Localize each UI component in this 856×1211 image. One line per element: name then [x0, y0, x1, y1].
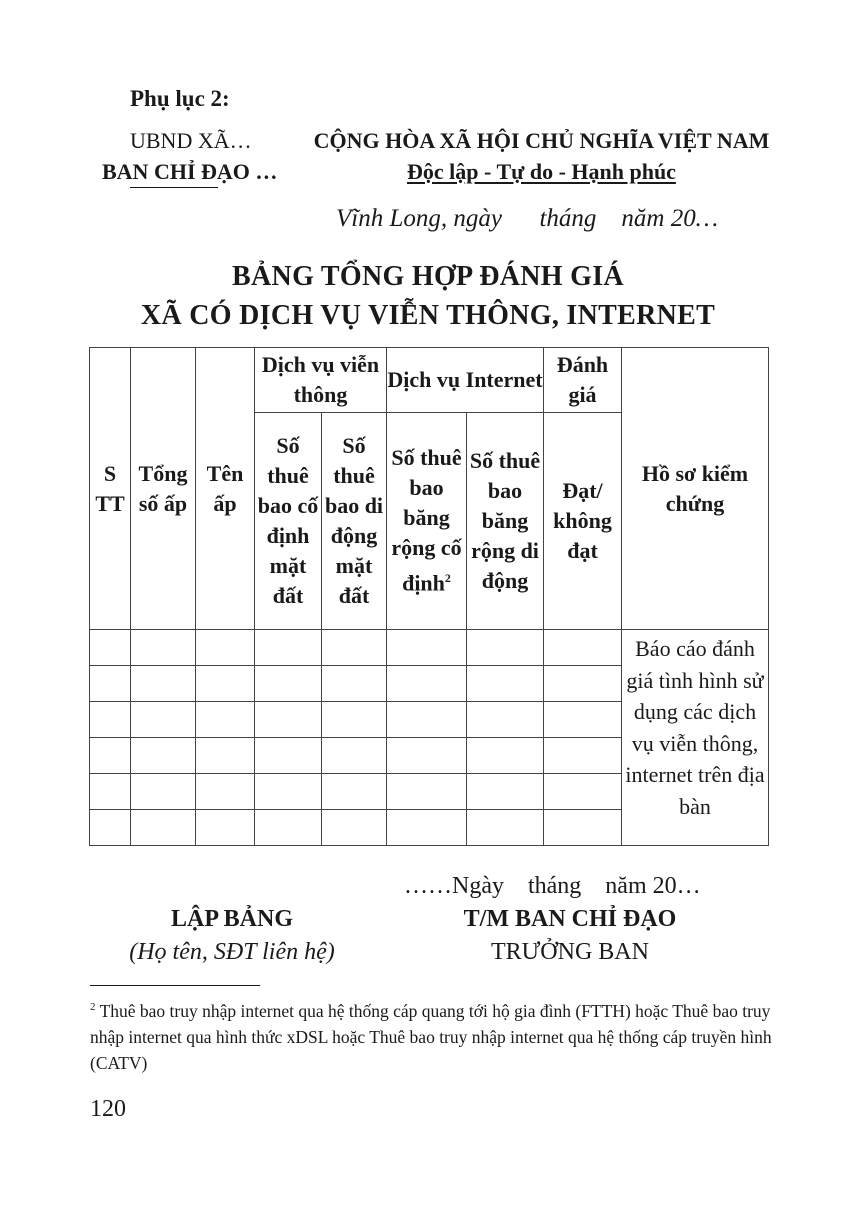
table-cell[interactable] [255, 774, 322, 810]
header-sub-co-dinh: Số thuê bao cố định mặt đất [255, 413, 322, 630]
header-sub-bang-rong-co-dinh [387, 413, 467, 630]
footnote-text: Thuê bao truy nhập internet qua hệ thống cáp quang tới hộ gia đình (FTTH) hoặc Thuê bao truy nhập internet qua hình thức xDSL hoặc Thuê bao truy nhập internet qua hệ thống cáp truyền hình (CATV) [90, 1000, 772, 1073]
footnote [90, 994, 780, 1076]
table-cell[interactable] [387, 774, 467, 810]
table-cell[interactable] [544, 702, 622, 738]
document-title-line1: BẢNG TỔNG HỢP ĐÁNH GIÁ [232, 261, 624, 292]
table-cell[interactable] [387, 738, 467, 774]
table-cell[interactable] [131, 702, 196, 738]
table-cell[interactable] [90, 702, 131, 738]
table-cell[interactable] [544, 810, 622, 846]
header-ten-ap: Tên ấp [196, 348, 255, 630]
table-cell[interactable] [131, 666, 196, 702]
table-cell[interactable] [322, 630, 387, 666]
table-cell[interactable] [90, 738, 131, 774]
document-title-line2: XÃ CÓ DỊCH VỤ VIỄN THÔNG, INTERNET [140, 300, 716, 331]
table-cell[interactable] [322, 666, 387, 702]
committee-signer-title: T/M BAN CHỈ ĐẠO [463, 906, 677, 932]
header-sub-bang-rong-di-dong: Số thuê bao băng rộng di động [467, 413, 544, 630]
table-cell[interactable] [131, 630, 196, 666]
table-cell[interactable] [131, 774, 196, 810]
table-cell[interactable] [467, 810, 544, 846]
header-ho-so: Hồ sơ kiểm chứng [622, 348, 769, 630]
place-date: Vĩnh Long, ngày tháng năm 20… [336, 205, 718, 232]
table-row [90, 630, 769, 666]
table-cell[interactable] [131, 738, 196, 774]
commune-committee: UBND XÃ… [130, 128, 252, 153]
header-tong-so-ap: Tổng số ấp [131, 348, 196, 630]
table-cell[interactable] [467, 738, 544, 774]
header-left-rule [130, 187, 218, 188]
table-cell[interactable] [387, 630, 467, 666]
footnote-divider [90, 985, 260, 986]
table-cell[interactable] [467, 702, 544, 738]
table-cell[interactable] [196, 630, 255, 666]
table-cell[interactable] [196, 774, 255, 810]
page-number: 120 [90, 1096, 126, 1122]
table-cell[interactable] [544, 630, 622, 666]
table-cell[interactable] [255, 810, 322, 846]
footnote-marker: 2 [90, 1001, 96, 1013]
steering-committee: BAN CHỈ ĐẠO … [102, 159, 278, 184]
appendix-label: Phụ lục 2: [130, 86, 230, 111]
table-cell[interactable] [196, 666, 255, 702]
table-cell[interactable] [196, 702, 255, 738]
table-cell[interactable] [544, 666, 622, 702]
header-stt: S TT [90, 348, 131, 630]
table-cell[interactable] [467, 774, 544, 810]
header-sub-di-dong: Số thuê bao di động mặt đất [322, 413, 387, 630]
table-cell[interactable] [255, 738, 322, 774]
preparer-note: (Họ tên, SĐT liên hệ) [129, 939, 335, 965]
table-cell[interactable] [90, 810, 131, 846]
table-cell[interactable] [387, 666, 467, 702]
evidence-cell: Báo cáo đánh giá tình hình sử dụng các dịch vụ viễn thông, internet trên địa bàn [622, 630, 769, 846]
table-cell[interactable] [90, 666, 131, 702]
table-cell[interactable] [467, 666, 544, 702]
summary-table [89, 347, 769, 846]
table-cell[interactable] [322, 738, 387, 774]
bang-rong-co-dinh-text: Số thuê bao băng rộng cố định [391, 445, 462, 596]
header-internet: Dịch vụ Internet [387, 348, 544, 413]
table-cell[interactable] [544, 774, 622, 810]
table-cell[interactable] [322, 810, 387, 846]
table-cell[interactable] [90, 630, 131, 666]
table-cell[interactable] [255, 702, 322, 738]
table-cell[interactable] [196, 738, 255, 774]
committee-signer-role: TRƯỞNG BAN [491, 939, 649, 965]
table-cell[interactable] [322, 774, 387, 810]
table-cell[interactable] [322, 702, 387, 738]
motto-text: Độc lập - Tự do - Hạnh phúc [407, 159, 676, 184]
header-sub-dat: Đạt/ không đạt [544, 413, 622, 630]
table-cell[interactable] [467, 630, 544, 666]
table-cell[interactable] [131, 810, 196, 846]
table-cell[interactable] [544, 738, 622, 774]
preparer-title: LẬP BẢNG [170, 906, 293, 932]
table-cell[interactable] [387, 702, 467, 738]
table-cell[interactable] [90, 774, 131, 810]
table-cell[interactable] [255, 630, 322, 666]
table-cell[interactable] [387, 810, 467, 846]
national-title: CỘNG HÒA XÃ HỘI CHỦ NGHĨA VIỆT NAM [313, 128, 770, 153]
national-motto [310, 159, 773, 185]
table-cell[interactable] [255, 666, 322, 702]
header-vien-thong: Dịch vụ viễn thông [255, 348, 387, 413]
footnote-ref: 2 [444, 571, 451, 586]
signature-date: ……Ngày tháng năm 20… [404, 873, 701, 899]
table-cell[interactable] [196, 810, 255, 846]
header-danh-gia: Đánh giá [544, 348, 622, 413]
